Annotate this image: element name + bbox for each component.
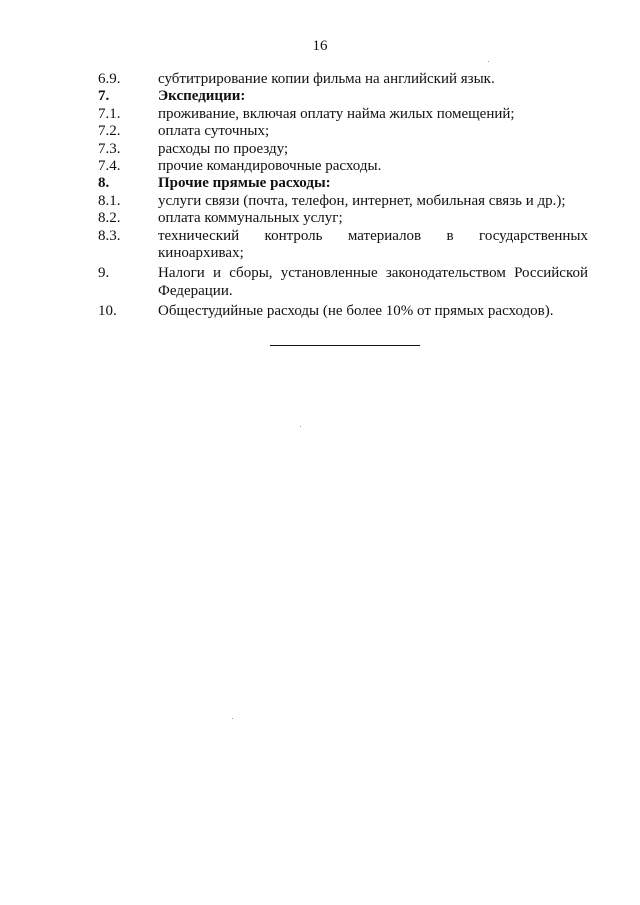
scan-speck [488,61,489,62]
item-number: 8.3. [98,227,121,244]
list-item-8-2 [98,210,588,227]
item-number: 8. [98,175,110,192]
section-heading-7 [98,88,588,105]
item-text: Общестудийные расходы (не более 10% от прямых расходов). [158,303,554,320]
list-item-8-3 [98,228,588,263]
item-text: прочие командировочные расходы. [158,158,382,175]
list-item-7-4 [98,158,588,175]
item-number: 10. [98,303,117,320]
item-text: проживание, включая оплату найма жилых помещений; [158,105,515,122]
item-number: 7.2. [98,123,121,140]
item-number: 9. [98,265,110,282]
list-item-7-1 [98,106,588,123]
end-divider-line [270,345,420,346]
item-number: 7.4. [98,158,121,175]
item-text: Налоги и сборы, установленные законодательством Российской Федерации. [158,265,588,299]
list-item-7-2 [98,123,588,140]
item-number: 8.1. [98,192,121,209]
scan-speck [300,426,301,427]
item-text: субтитрирование копии фильма на английский язык. [158,71,495,87]
item-number: 8.2. [98,210,121,227]
item-text: услуги связи (почта, телефон, интернет, мобильная связь и др.); [158,192,566,209]
item-text: оплата суточных; [158,123,270,140]
item-text: расходы по проезду; [158,140,289,157]
list-item-6-9 [98,71,588,88]
list-item-9 [98,265,588,300]
list-item-8-1 [98,193,588,210]
section-heading-8 [98,175,588,192]
item-text: Прочие прямые расходы: [158,175,331,192]
list-item-7-3 [98,141,588,158]
item-text: Экспедиции: [158,88,246,105]
scan-speck [232,718,233,719]
item-number: 7.3. [98,140,121,157]
page-number: 16 [312,38,328,54]
item-text: оплата коммунальных услуг; [158,210,343,227]
list-item-10 [98,303,588,320]
item-text: технический контроль материалов в государственных киноархивах; [158,227,588,262]
expense-list [98,71,588,321]
item-number: 7.1. [98,105,121,122]
item-number: 7. [98,88,110,105]
item-number: 6.9. [98,71,121,87]
